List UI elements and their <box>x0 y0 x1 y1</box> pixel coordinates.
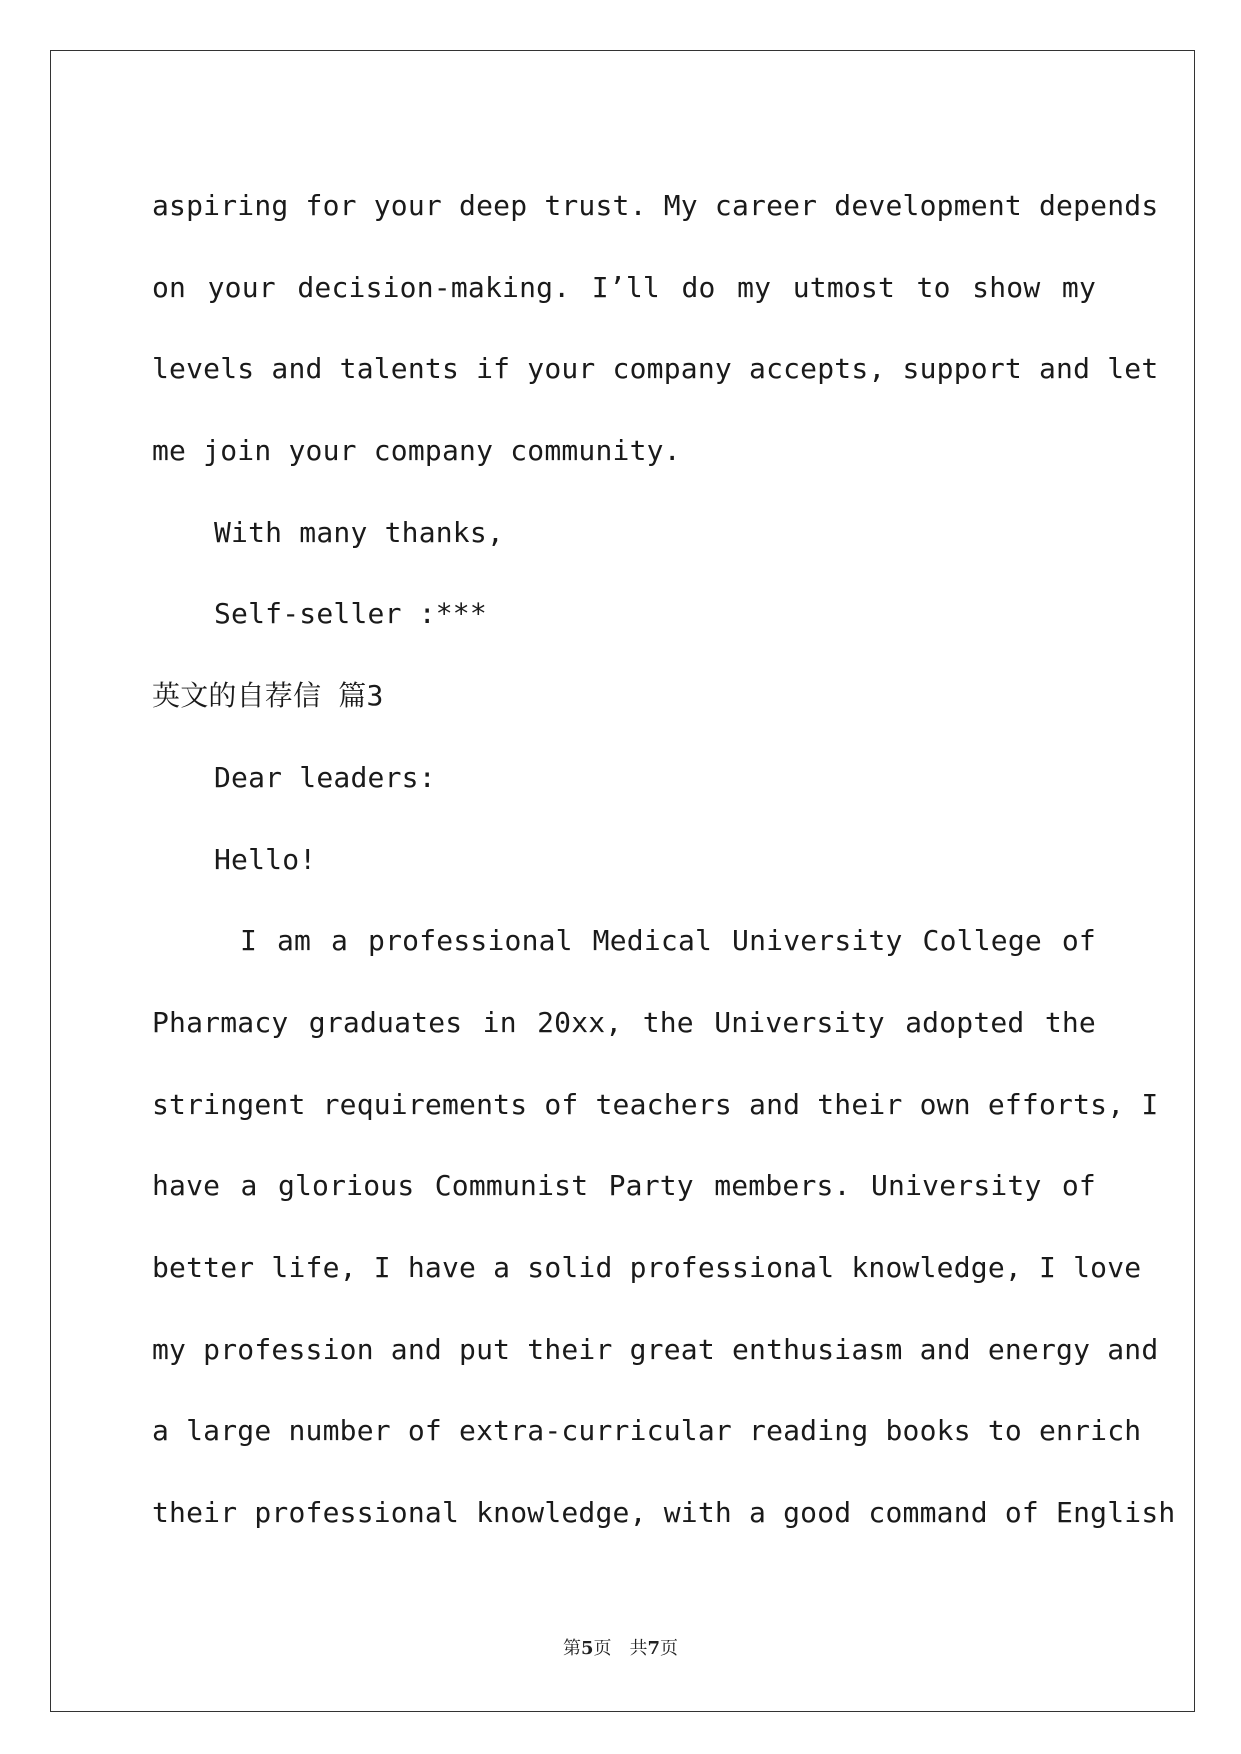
text-line: on your decision-making. I’ll do my utmost to show my <box>152 270 1096 304</box>
total-prefix: 共 <box>629 1638 648 1659</box>
document-body <box>152 165 1176 1554</box>
text-line: have a glorious Communist Party members. University of <box>152 1169 1096 1203</box>
text-line: Pharmacy graduates in 20xx, the University adopted the <box>152 1005 1096 1039</box>
section-heading: 英文的自荐信 篇3 <box>152 679 384 713</box>
total-suffix: 页 <box>660 1638 679 1659</box>
text-line: me join your company community. <box>152 434 681 468</box>
text-line: stringent requirements of teachers and their own efforts, I <box>152 1087 1159 1121</box>
text-line: their professional knowledge, with a good command of English <box>152 1496 1176 1529</box>
page-number: 5 <box>580 1638 594 1659</box>
text-line: aspiring for your deep trust. My career development depends <box>152 189 1159 222</box>
closing-line: With many thanks, <box>214 515 504 549</box>
salutation-line: Dear leaders: <box>214 760 436 794</box>
total-pages: 7 <box>647 1638 661 1659</box>
signature-line: Self-seller :*** <box>214 597 487 631</box>
text-line: better life, I have a solid professional knowledge, I love <box>152 1250 1142 1284</box>
page-footer <box>0 1634 1241 1660</box>
text-line: a large number of extra-curricular reading books to enrich <box>152 1414 1142 1448</box>
greeting-line: Hello! <box>214 842 317 876</box>
text-line: my profession and put their great enthusiasm and energy and <box>152 1332 1159 1366</box>
page-suffix: 页 <box>593 1638 612 1659</box>
text-line: levels and talents if your company accepts, support and let <box>152 352 1159 386</box>
page-prefix: 第 <box>562 1638 581 1659</box>
text-line: I am a professional Medical University College of <box>240 924 1096 958</box>
